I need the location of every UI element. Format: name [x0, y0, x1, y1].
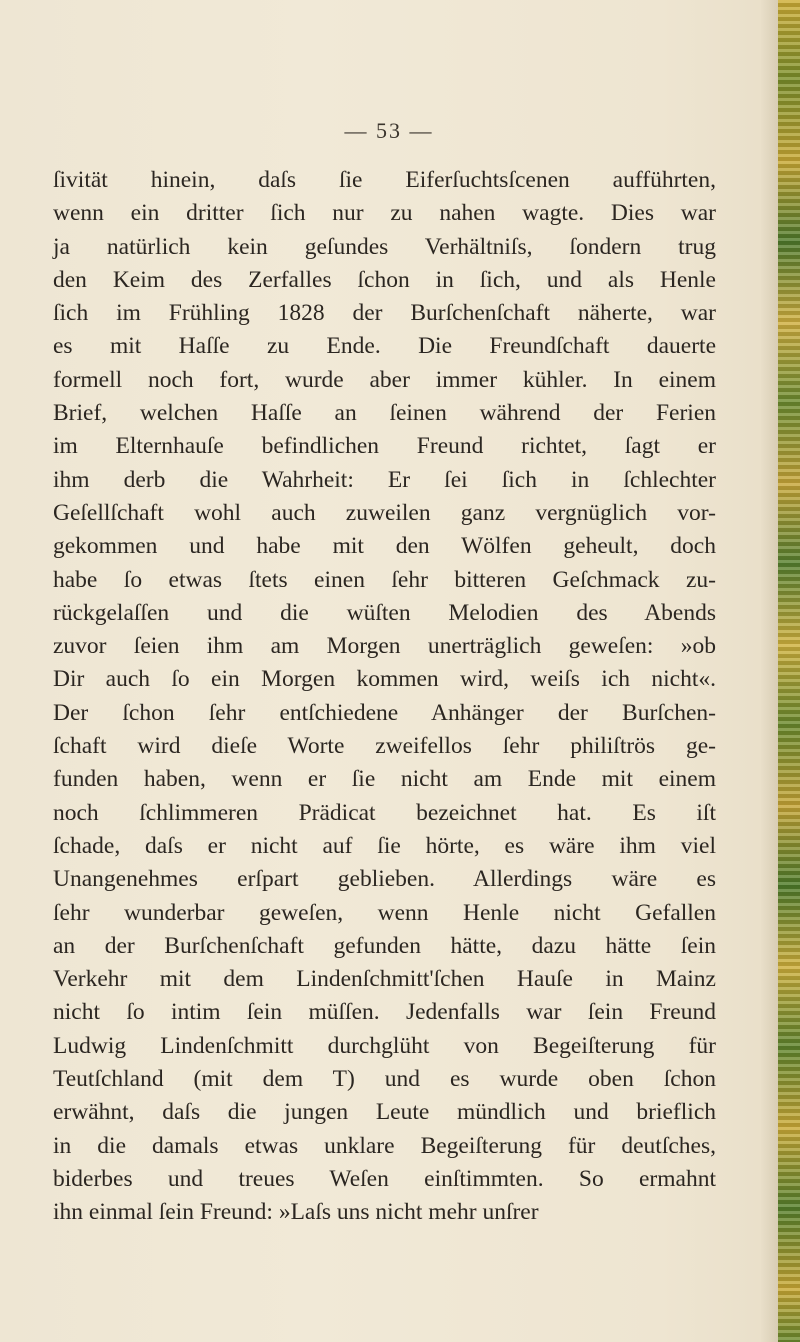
text-line: ſivität hinein, daſs ſie Eiferſuchtsſcenen aufführten,	[53, 167, 716, 193]
text-line: ſchaft wird dieſe Worte zweifellos ſehr philiſtrös ge-	[53, 733, 716, 760]
text-line: habe ſo etwas ſtets einen ſehr bitteren Geſchmack zu-	[53, 566, 716, 593]
text-line: in die damals etwas unklare Begeiſterung für deutſches,	[53, 1132, 716, 1159]
text-line: noch ſchlimmeren Prädicat bezeichnet hat. Es iſt	[53, 799, 716, 826]
text-line: rückgelaſſen und die wüſten Melodien des Abends	[53, 599, 716, 626]
text-line: erwähnt, daſs die jungen Leute mündlich und brieflich	[53, 1099, 716, 1126]
text-line: ſehr wunderbar geweſen, wenn Henle nicht Gefallen	[53, 899, 716, 926]
text-line: Der ſchon ſehr entſchiedene Anhänger der Burſchen-	[53, 699, 716, 726]
text-line: formell noch fort, wurde aber immer kühler. In einem	[53, 366, 716, 393]
text-line: ihm derb die Wahrheit: Er ſei ſich in ſchlechter	[53, 466, 716, 493]
text-line: ihn einmal ſein Freund: »Laſs uns nicht mehr unſrer	[53, 1199, 539, 1226]
text-line: wenn ein dritter ſich nur zu nahen wagte. Dies war	[53, 200, 716, 227]
text-line: es mit Haſſe zu Ende. Die Freundſchaft dauerte	[53, 333, 716, 360]
text-line: ſich im Frühling 1828 der Burſchenſchaft näherte, war	[53, 300, 716, 327]
text-line: im Elternhauſe befindlichen Freund richtet, ſagt er	[53, 433, 716, 460]
text-line: gekommen und habe mit den Wölfen geheult, doch	[53, 533, 716, 560]
text-line: an der Burſchenſchaft gefunden hätte, dazu hätte ſein	[53, 932, 716, 959]
page-edge-texture	[778, 0, 800, 1342]
text-line: ſchade, daſs er nicht auf ſie hörte, es wäre ihm viel	[53, 832, 716, 859]
body-text	[53, 164, 716, 1230]
text-line: den Keim des Zerfalles ſchon in ſich, und als Henle	[53, 266, 716, 293]
text-line: Unangenehmes erſpart geblieben. Allerdings wäre es	[53, 866, 716, 893]
text-line: ja natürlich kein geſundes Verhältniſs, ſondern trug	[53, 233, 716, 260]
page-number: — 53 —	[344, 118, 434, 143]
page-shadow	[760, 0, 778, 1342]
text-line: Ludwig Lindenſchmitt durchglüht von Begeiſterung für	[53, 1032, 716, 1059]
text-line: zuvor ſeien ihm am Morgen unerträglich geweſen: »ob	[53, 633, 716, 660]
text-line: Geſellſchaft wohl auch zuweilen ganz vergnüglich vor-	[53, 499, 716, 526]
text-line: Teutſchland (mit dem T) und es wurde oben ſchon	[53, 1066, 716, 1093]
text-line: Verkehr mit dem Lindenſchmitt'ſchen Hauſe in Mainz	[53, 966, 716, 993]
text-line: Dir auch ſo ein Morgen kommen wird, weiſs ich nicht«.	[53, 666, 716, 693]
text-line: funden haben, wenn er ſie nicht am Ende mit einem	[53, 766, 716, 793]
text-line: biderbes und treues Weſen einſtimmten. So ermahnt	[53, 1165, 716, 1192]
text-line: Brief, welchen Haſſe an ſeinen während der Ferien	[53, 400, 716, 427]
text-line: nicht ſo intim ſein müſſen. Jedenfalls war ſein Freund	[53, 999, 716, 1026]
